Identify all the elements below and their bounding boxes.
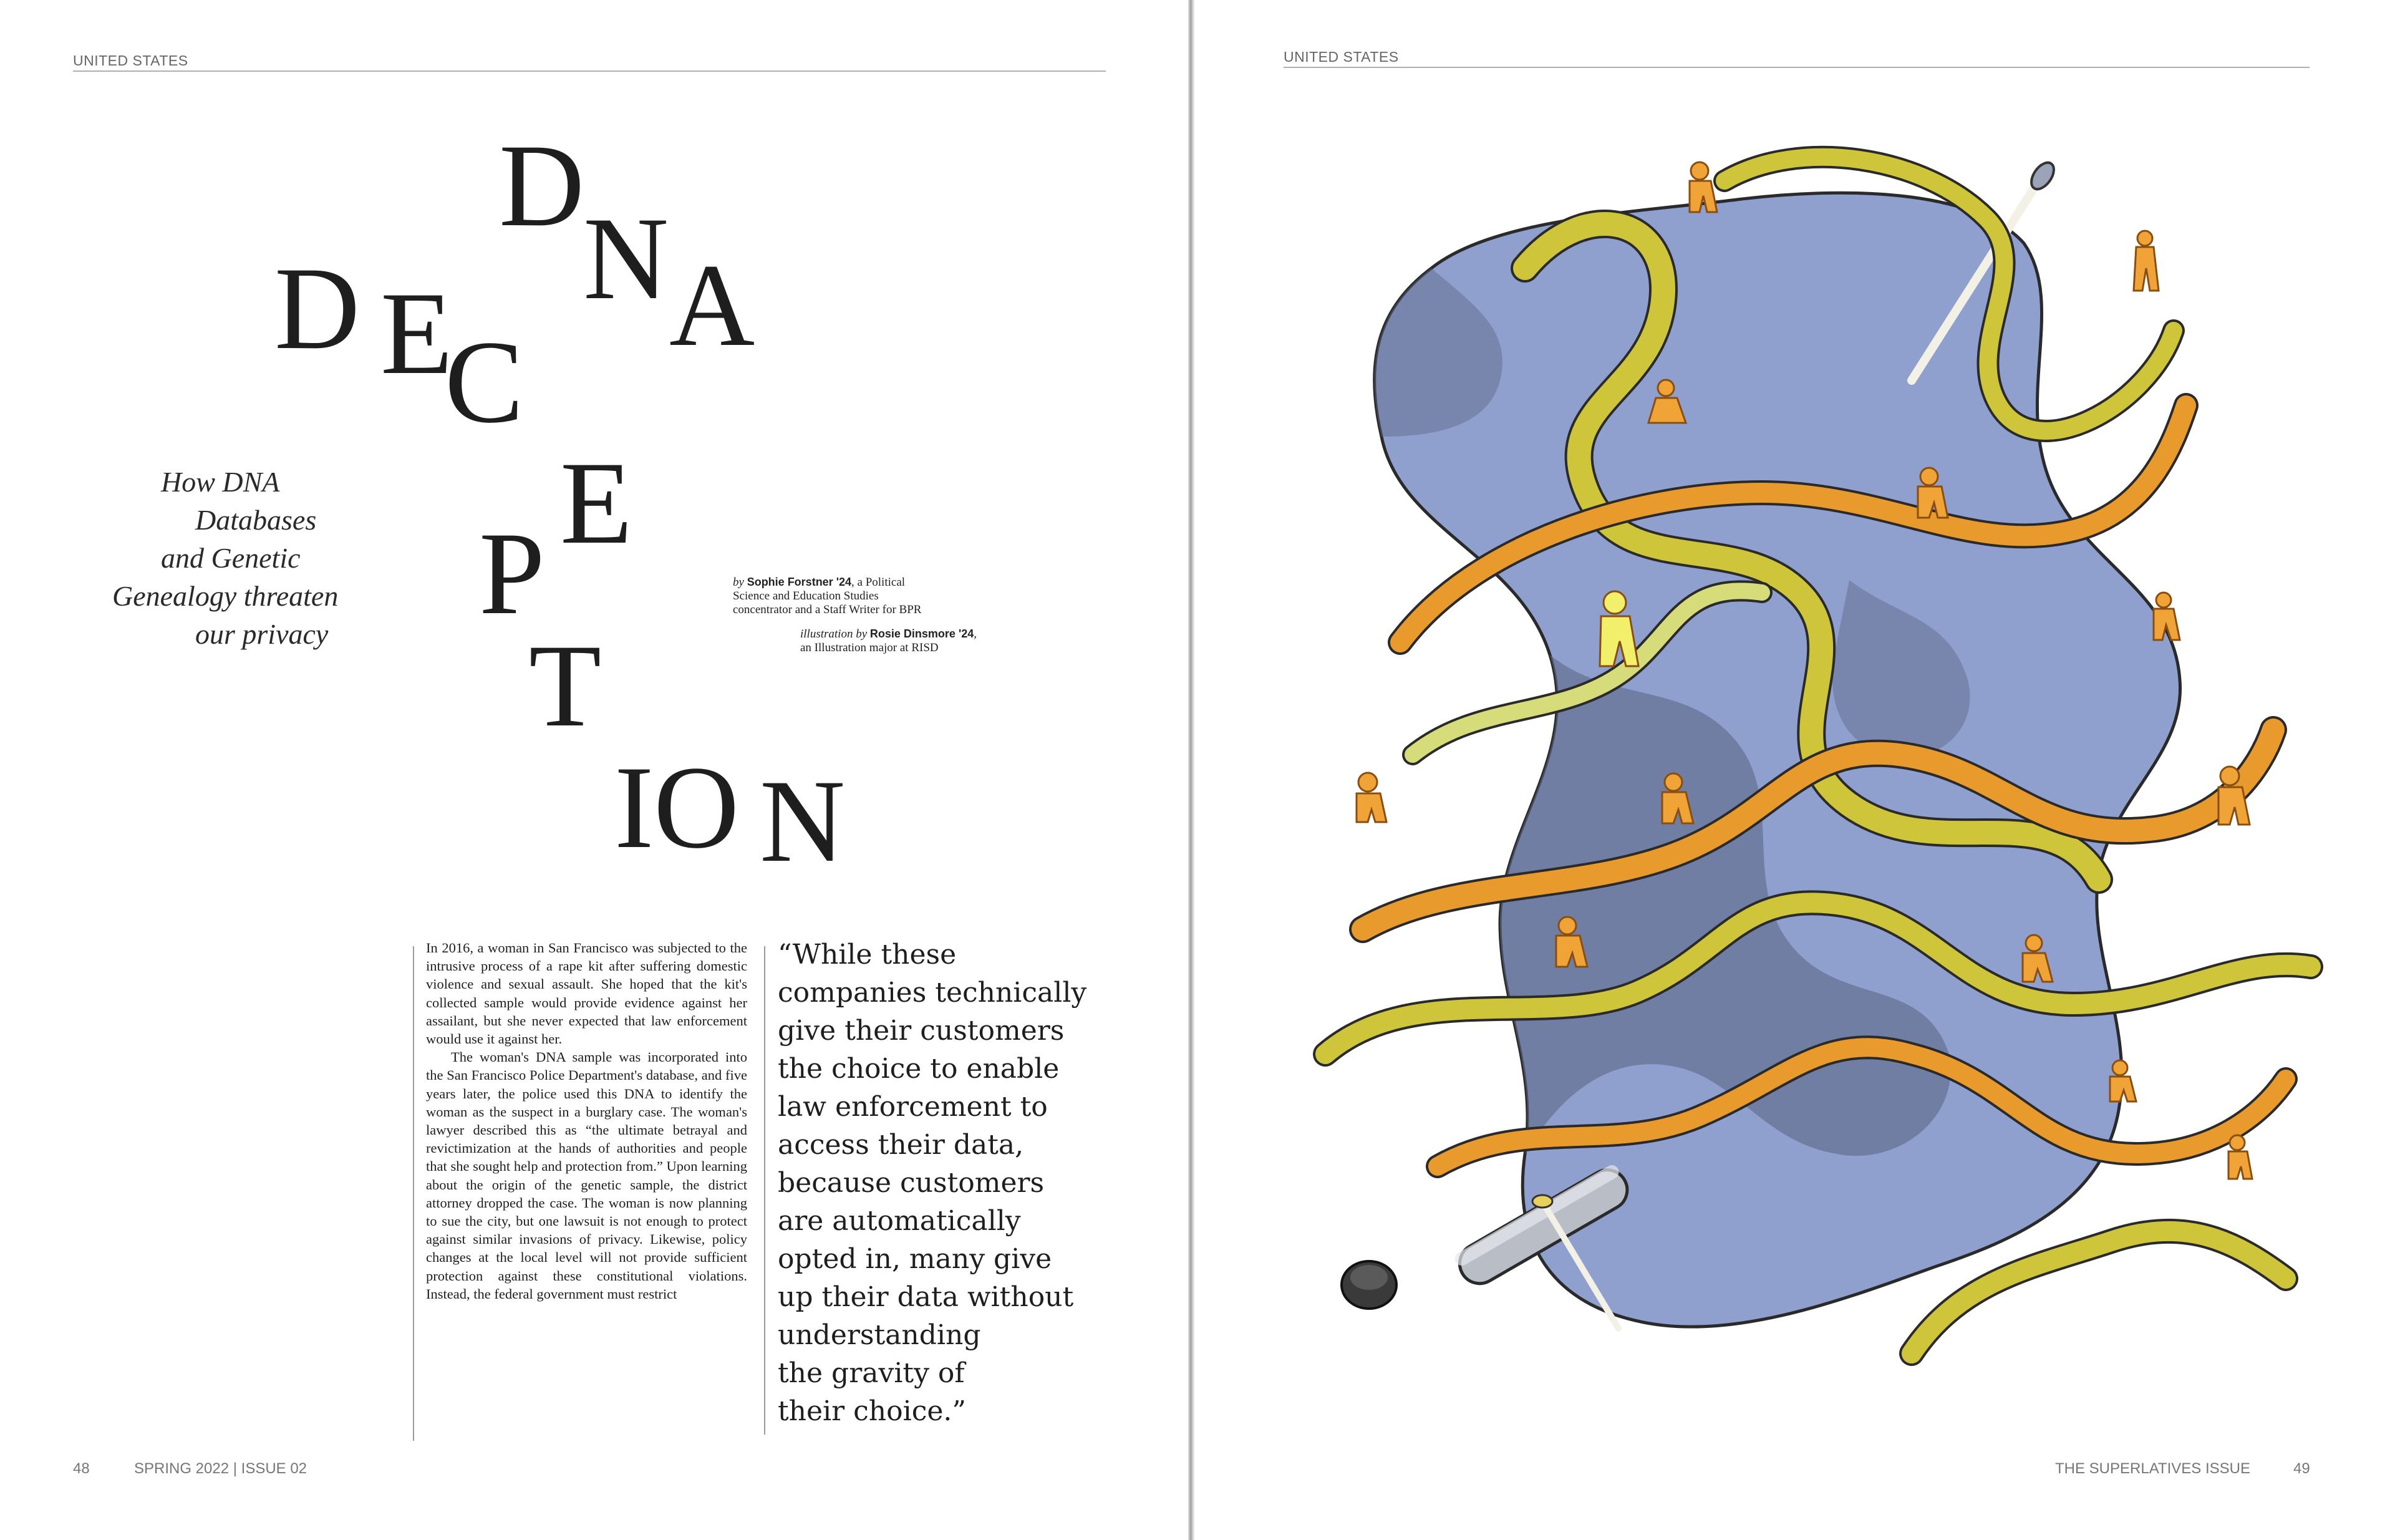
title-letter-o: O [654,742,740,873]
body-paragraph-1: In 2016, a woman in San Francisco was subjected to the intrusive process of a rape kit after suffering domestic violence and sexual assault. She hoped that the kit's collected sample would provide evidence against her assailant, but she never expected that law enforcement would use it against her. [426,940,747,1047]
header-rule [73,70,1106,72]
pull-quote-line: the choice to enable [778,1053,1060,1085]
subtitle-line-4: Genealogy threaten [112,580,339,612]
pull-quote-line: opted in, many give [778,1243,1052,1275]
article-body [426,939,747,1438]
pull-quote-line: give their customers [778,1015,1065,1047]
illustrator-desc-2: an Illustration major at RISD [800,641,939,654]
folio-issue: THE SUPERLATIVES ISSUE [2055,1460,2250,1477]
subtitle-line-5: our privacy [195,618,329,650]
pull-quote-line: the gravity of [778,1357,965,1389]
spine-gutter [1188,0,1194,1540]
author-desc-1: , a Political [851,576,906,589]
climber-figure [1357,773,1386,822]
section-label: UNITED STATES [73,52,188,69]
title-letter-e: E [380,268,453,399]
subtitle-line-2: Databases [195,504,317,536]
title-letter-p: P [479,508,545,639]
pull-quote-line: law enforcement to [778,1091,1048,1123]
climber-figure [2228,1135,2252,1179]
pull-quote-line: “While these [778,939,957,971]
title-letter-c: C [445,317,524,448]
title-letter-n2: N [760,756,846,887]
byline-illustrator [800,627,1062,655]
author-desc-3: concentrator and a Staff Writer for BPR [733,603,922,616]
byline-author [733,575,1020,617]
pull-quote-line: because customers [778,1167,1045,1199]
title-letter-a: A [669,240,755,371]
subtitle-line-3: and Genetic [161,542,301,574]
author-name: Sophie Forstner '24 [747,576,852,588]
body-right-rule [764,946,765,1435]
byline-by: by [733,576,744,589]
pull-quote-line: access their data, [778,1129,1024,1161]
author-desc-2: Science and Education Studies [733,589,879,603]
header-rule [1284,67,2310,68]
pull-quote [778,936,1115,1430]
left-page [0,0,1188,1540]
dna-ribbons-illustration [1288,143,2361,1391]
climber-figure [2110,1060,2136,1102]
section-label: UNITED STATES [1284,49,1399,65]
illustrator-desc-1: , [974,627,977,641]
title-letter-d2: D [274,243,360,374]
right-page [1194,0,2395,1540]
title-letter-t: T [529,621,602,752]
pull-quote-line: up their data without [778,1281,1074,1313]
title-letter-d: D [499,120,585,251]
pull-quote-line: their choice.” [778,1395,966,1427]
pull-quote-line: understanding [778,1319,981,1351]
title-letter-i: I [614,742,654,873]
folio-page-number: 49 [2293,1460,2310,1477]
pull-quote-line: companies technically [778,977,1087,1009]
folio-issue: SPRING 2022 | ISSUE 02 [134,1460,307,1477]
body-paragraph-2: The woman's DNA sample was incorporated into the San Francisco Police Department's database, and five years later, the police used this DNA to identify the woman as the suspect in a burglary case. The woman's lawyer described this as “the ultimate betrayal and revictimization at the hands of authorities and people that she sought help and protection from.” Upon learning about the origin of the genetic sample, the district attorney dropped the case. The woman is now planning to sue the city, but one lawsuit is not enough to protect against similar invasions of privacy. Likewise, policy changes at the local level will not provide sufficient protection against these constitutional violations. Instead, the federal government must restrict [426,1049,747,1302]
subtitle-line-1: How DNA [161,466,280,498]
title-letter-n: N [583,193,669,324]
title-letter-e2: E [560,438,633,569]
tube-cap-icon [1342,1261,1396,1309]
illustration-by: illustration by [800,627,868,641]
body-left-rule [413,946,414,1441]
pull-quote-line: are automatically [778,1205,1021,1237]
illustrator-name: Rosie Dinsmore '24 [869,627,974,640]
swab-tip [1532,1195,1552,1208]
folio-page-number: 48 [73,1460,90,1477]
climber-figure [2134,231,2159,291]
